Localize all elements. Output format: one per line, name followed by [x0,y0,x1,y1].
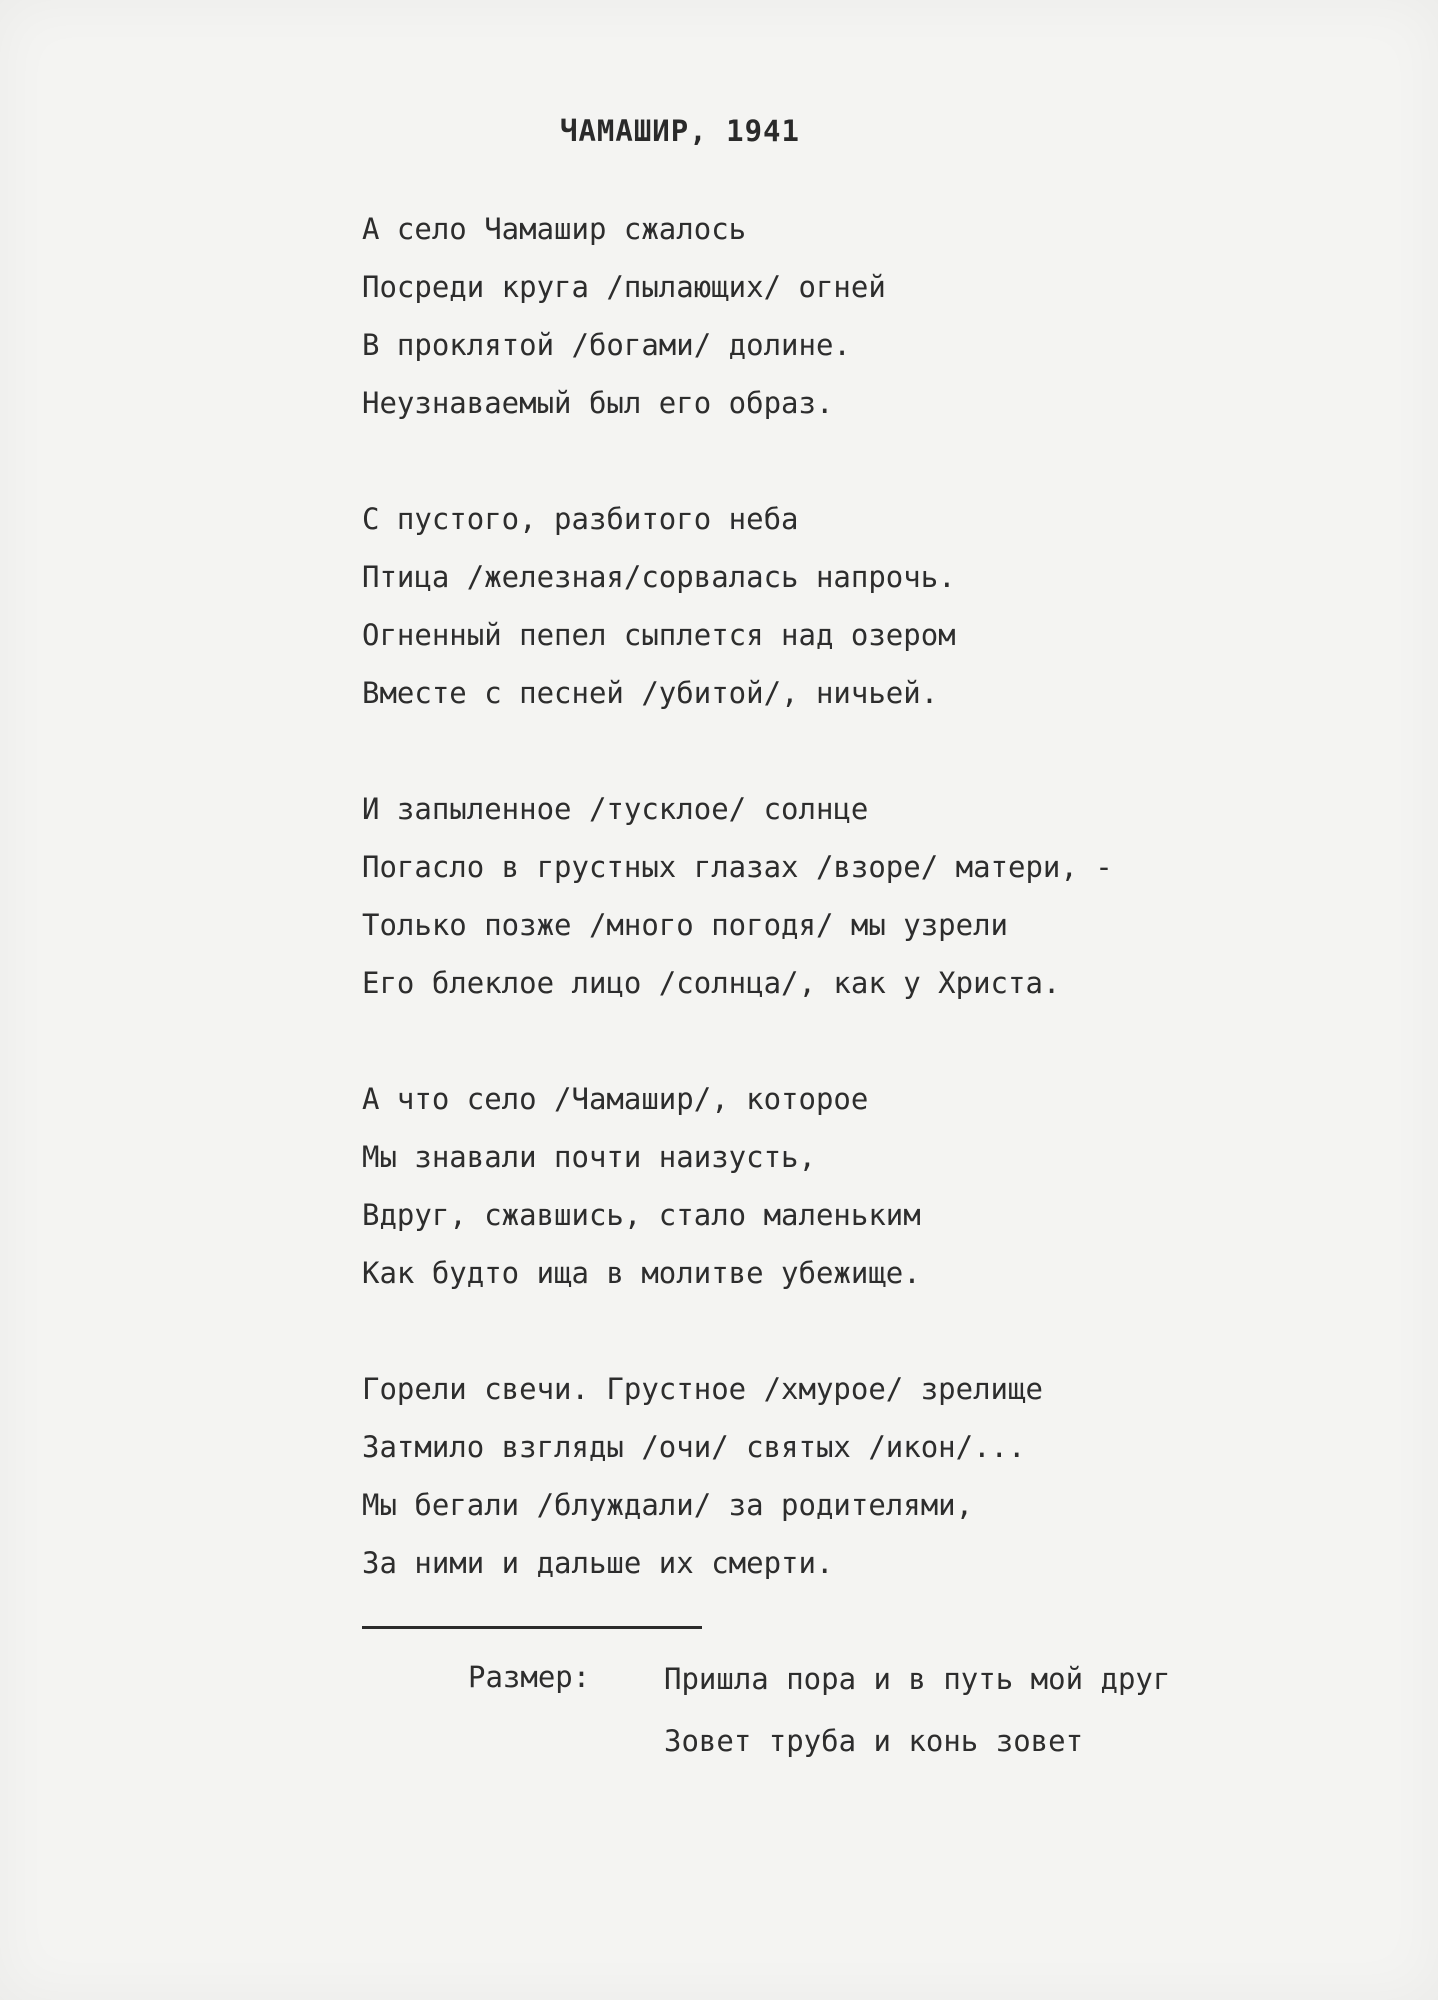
poem-line: Затмило взгляды /очи/ святых /икон/... [362,1430,1026,1464]
poem-line: И запыленное /тусклое/ солнце [362,792,869,826]
poem-line: Вместе с песней /убитой/, ничьей. [362,676,939,710]
poem-line: Только позже /много погодя/ мы узрели [362,908,1009,942]
poem-line: Посреди круга /пылающих/ огней [362,270,886,304]
poem-line: Мы бегали /блуждали/ за родителями, [362,1488,974,1522]
stanza-2 [362,490,1362,722]
meter-lines [664,1648,1170,1772]
poem-title: ЧАМАШИР, 1941 [560,114,800,148]
poem-line: А село Чамашир сжалось [362,212,747,246]
poem-line: А что село /Чамашир/, которое [362,1082,869,1116]
poem-line: Горели свечи. Грустное /хмурое/ зрелище [362,1372,1043,1406]
poem-line: Неузнаваемый был его образ. [362,386,834,420]
poem-line: Птица /железная/сорвалась напрочь. [362,560,956,594]
poem-line: Вдруг, сжавшись, стало маленьким [362,1198,921,1232]
horizontal-rule [362,1626,702,1629]
poem-line: За ними и дальше их смерти. [362,1546,834,1580]
poem-line: В проклятой /богами/ долине. [362,328,851,362]
poem-body [362,200,1362,1650]
meter-line: Пришла пора и в путь мой друг [664,1662,1171,1696]
poem-line: Мы знавали почти наизусть, [362,1140,816,1174]
poem-line: Его блеклое лицо /солнца/, как у Христа. [362,966,1061,1000]
stanza-5 [362,1360,1362,1592]
meter-label: Размер: [468,1660,591,1694]
stanza-4 [362,1070,1362,1302]
stanza-3 [362,780,1362,1012]
stanza-1 [362,200,1362,432]
poem-line: Погасло в грустных глазах /взоре/ матери, - [362,850,1113,884]
poem-line: С пустого, разбитого неба [362,502,799,536]
meter-line: Зовет труба и конь зовет [664,1724,1084,1758]
poem-line: Как будто ища в молитве убежище. [362,1256,921,1290]
poem-line: Огненный пепел сыплется над озером [362,618,956,652]
